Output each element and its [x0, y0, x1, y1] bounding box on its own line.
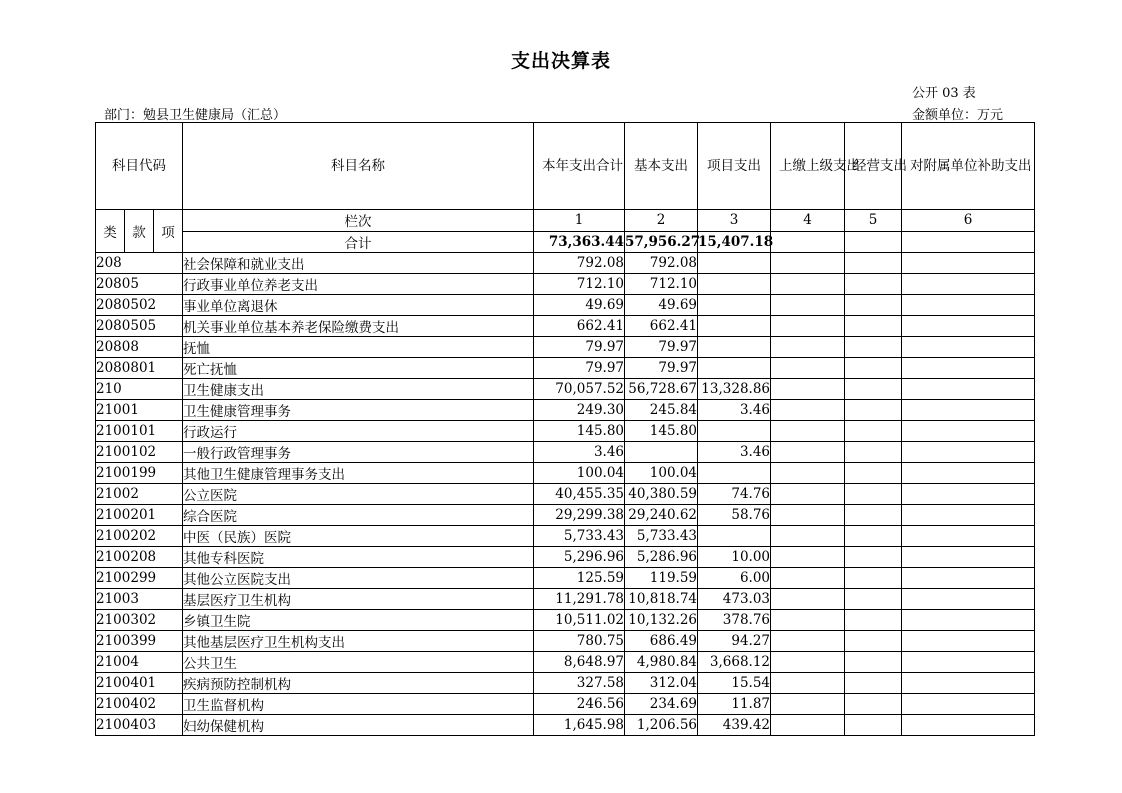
row-business — [845, 673, 902, 694]
expenditure-table — [95, 122, 1035, 736]
row-subsidy — [902, 484, 1035, 505]
row-name: 卫生健康管理事务 — [183, 400, 534, 421]
row-total: 8,648.97 — [534, 652, 625, 673]
row-business — [845, 316, 902, 337]
row-basic: 56,728.67 — [625, 379, 698, 400]
row-subsidy — [902, 589, 1035, 610]
row-name: 其他公立医院支出 — [183, 568, 534, 589]
row-subsidy — [902, 316, 1035, 337]
row-business — [845, 589, 902, 610]
row-subsidy — [902, 295, 1035, 316]
department-label: 部门：勉县卫生健康局（汇总） — [104, 108, 287, 123]
row-subsidy — [902, 631, 1035, 652]
row-business — [845, 463, 902, 484]
table-row — [96, 253, 1035, 274]
totals-project: 15,407.18 — [698, 231, 771, 253]
row-project: 439.42 — [698, 715, 771, 736]
table-row — [96, 526, 1035, 547]
row-business — [845, 610, 902, 631]
row-upper — [771, 694, 845, 715]
row-name: 社会保障和就业支出 — [183, 253, 534, 274]
row-business — [845, 421, 902, 442]
row-basic — [625, 442, 698, 463]
row-total: 780.75 — [534, 631, 625, 652]
row-upper — [771, 673, 845, 694]
row-code: 2100402 — [96, 694, 183, 715]
row-business — [845, 715, 902, 736]
header-name: 科目名称 — [183, 123, 534, 210]
row-subsidy — [902, 463, 1035, 484]
row-upper — [771, 484, 845, 505]
row-business — [845, 442, 902, 463]
row-total: 79.97 — [534, 358, 625, 379]
row-name: 其他卫生健康管理事务支出 — [183, 463, 534, 484]
row-project: 15.54 — [698, 673, 771, 694]
row-project — [698, 526, 771, 547]
row-project: 13,328.86 — [698, 379, 771, 400]
row-total: 3.46 — [534, 442, 625, 463]
row-upper — [771, 547, 845, 568]
row-project — [698, 295, 771, 316]
col-index-2: 2 — [625, 210, 698, 232]
table-row — [96, 505, 1035, 526]
row-basic: 1,206.56 — [625, 715, 698, 736]
totals-total: 73,363.44 — [534, 231, 625, 253]
row-code: 2100299 — [96, 568, 183, 589]
row-subsidy — [902, 274, 1035, 295]
row-code: 21001 — [96, 400, 183, 421]
header-kuan: 款 — [125, 210, 154, 253]
row-code: 2100208 — [96, 547, 183, 568]
table-row — [96, 652, 1035, 673]
row-name: 公共卫生 — [183, 652, 534, 673]
row-subsidy — [902, 547, 1035, 568]
row-name: 综合医院 — [183, 505, 534, 526]
row-subsidy — [902, 694, 1035, 715]
row-business — [845, 526, 902, 547]
row-upper — [771, 589, 845, 610]
row-business — [845, 379, 902, 400]
row-business — [845, 652, 902, 673]
col-index-1: 1 — [534, 210, 625, 232]
row-code: 2080502 — [96, 295, 183, 316]
row-code: 21004 — [96, 652, 183, 673]
row-code: 20808 — [96, 337, 183, 358]
row-business — [845, 568, 902, 589]
row-code: 2100399 — [96, 631, 183, 652]
row-upper — [771, 295, 845, 316]
row-subsidy — [902, 400, 1035, 421]
table-row — [96, 610, 1035, 631]
row-name: 卫生监督机构 — [183, 694, 534, 715]
header-lanci: 栏次 — [183, 210, 534, 232]
row-total: 11,291.78 — [534, 589, 625, 610]
row-name: 妇幼保健机构 — [183, 715, 534, 736]
row-upper — [771, 568, 845, 589]
row-code: 2100101 — [96, 421, 183, 442]
table-row — [96, 316, 1035, 337]
row-basic: 662.41 — [625, 316, 698, 337]
row-basic: 5,286.96 — [625, 547, 698, 568]
row-code: 2100201 — [96, 505, 183, 526]
row-upper — [771, 526, 845, 547]
totals-business — [845, 231, 902, 253]
row-name: 事业单位离退休 — [183, 295, 534, 316]
row-upper — [771, 610, 845, 631]
row-basic: 312.04 — [625, 673, 698, 694]
table-row — [96, 295, 1035, 316]
row-upper — [771, 253, 845, 274]
form-number: 公开 03 表 — [912, 86, 976, 101]
table-row — [96, 379, 1035, 400]
col-index-3: 3 — [698, 210, 771, 232]
row-name: 一般行政管理事务 — [183, 442, 534, 463]
row-code: 2100102 — [96, 442, 183, 463]
row-code: 208 — [96, 253, 183, 274]
table-row — [96, 337, 1035, 358]
row-project: 58.76 — [698, 505, 771, 526]
table-row — [96, 568, 1035, 589]
row-project — [698, 358, 771, 379]
row-code: 2100401 — [96, 673, 183, 694]
row-total: 5,733.43 — [534, 526, 625, 547]
row-basic: 49.69 — [625, 295, 698, 316]
row-basic: 712.10 — [625, 274, 698, 295]
table-row — [96, 463, 1035, 484]
row-subsidy — [902, 652, 1035, 673]
header-code: 科目代码 — [96, 123, 183, 210]
row-subsidy — [902, 358, 1035, 379]
row-total: 79.97 — [534, 337, 625, 358]
row-subsidy — [902, 526, 1035, 547]
row-basic: 5,733.43 — [625, 526, 698, 547]
row-project: 74.76 — [698, 484, 771, 505]
row-upper — [771, 652, 845, 673]
row-total: 249.30 — [534, 400, 625, 421]
row-upper — [771, 421, 845, 442]
row-name: 基层医疗卫生机构 — [183, 589, 534, 610]
row-name: 抚恤 — [183, 337, 534, 358]
row-code: 2100202 — [96, 526, 183, 547]
row-project: 94.27 — [698, 631, 771, 652]
row-upper — [771, 400, 845, 421]
row-total: 100.04 — [534, 463, 625, 484]
row-project — [698, 421, 771, 442]
col-index-4: 4 — [771, 210, 845, 232]
row-project: 11.87 — [698, 694, 771, 715]
row-upper — [771, 631, 845, 652]
table-row — [96, 547, 1035, 568]
row-code: 2080801 — [96, 358, 183, 379]
row-project: 3,668.12 — [698, 652, 771, 673]
row-subsidy — [902, 673, 1035, 694]
table-row — [96, 673, 1035, 694]
row-total: 29,299.38 — [534, 505, 625, 526]
table-row — [96, 274, 1035, 295]
row-business — [845, 631, 902, 652]
row-business — [845, 484, 902, 505]
row-upper — [771, 274, 845, 295]
column-index-row — [96, 210, 1035, 232]
row-business — [845, 274, 902, 295]
row-project — [698, 274, 771, 295]
row-basic: 29,240.62 — [625, 505, 698, 526]
row-basic: 145.80 — [625, 421, 698, 442]
row-upper — [771, 505, 845, 526]
row-name: 其他专科医院 — [183, 547, 534, 568]
row-project: 3.46 — [698, 442, 771, 463]
row-upper — [771, 379, 845, 400]
row-business — [845, 295, 902, 316]
header-xiang: 项 — [154, 210, 183, 253]
row-business — [845, 505, 902, 526]
row-business — [845, 547, 902, 568]
row-total: 10,511.02 — [534, 610, 625, 631]
row-upper — [771, 337, 845, 358]
row-total: 5,296.96 — [534, 547, 625, 568]
row-subsidy — [902, 715, 1035, 736]
row-code: 2100403 — [96, 715, 183, 736]
row-subsidy — [902, 379, 1035, 400]
table-row — [96, 442, 1035, 463]
table-row — [96, 358, 1035, 379]
totals-label: 合计 — [183, 231, 534, 253]
row-name: 公立医院 — [183, 484, 534, 505]
table-row — [96, 589, 1035, 610]
row-project: 6.00 — [698, 568, 771, 589]
totals-upper — [771, 231, 845, 253]
row-total: 662.41 — [534, 316, 625, 337]
row-name: 行政运行 — [183, 421, 534, 442]
row-subsidy — [902, 442, 1035, 463]
row-total: 792.08 — [534, 253, 625, 274]
header-lei: 类 — [96, 210, 125, 253]
row-total: 145.80 — [534, 421, 625, 442]
row-total: 70,057.52 — [534, 379, 625, 400]
row-total: 40,455.35 — [534, 484, 625, 505]
row-upper — [771, 715, 845, 736]
row-upper — [771, 442, 845, 463]
col-index-6: 6 — [902, 210, 1035, 232]
row-business — [845, 694, 902, 715]
row-business — [845, 358, 902, 379]
row-total: 327.58 — [534, 673, 625, 694]
row-business — [845, 400, 902, 421]
table-row — [96, 715, 1035, 736]
row-subsidy — [902, 610, 1035, 631]
header-basic: 基本支出 — [625, 123, 698, 210]
row-basic: 686.49 — [625, 631, 698, 652]
row-subsidy — [902, 253, 1035, 274]
row-project: 10.00 — [698, 547, 771, 568]
totals-basic: 57,956.27 — [625, 231, 698, 253]
row-basic: 100.04 — [625, 463, 698, 484]
row-project — [698, 253, 771, 274]
row-name: 其他基层医疗卫生机构支出 — [183, 631, 534, 652]
row-project: 3.46 — [698, 400, 771, 421]
totals-subsidy — [902, 231, 1035, 253]
header-row — [96, 123, 1035, 210]
row-subsidy — [902, 337, 1035, 358]
row-subsidy — [902, 505, 1035, 526]
header-total: 本年支出合计 — [534, 123, 625, 210]
row-basic: 245.84 — [625, 400, 698, 421]
table-row — [96, 421, 1035, 442]
row-basic: 40,380.59 — [625, 484, 698, 505]
row-code: 21002 — [96, 484, 183, 505]
row-name: 卫生健康支出 — [183, 379, 534, 400]
row-total: 246.56 — [534, 694, 625, 715]
header-business: 经营支出 — [845, 123, 902, 210]
row-project: 378.76 — [698, 610, 771, 631]
row-code: 2080505 — [96, 316, 183, 337]
row-code: 210 — [96, 379, 183, 400]
unit-label: 金额单位：万元 — [912, 108, 1004, 123]
row-name: 疾病预防控制机构 — [183, 673, 534, 694]
row-name: 死亡抚恤 — [183, 358, 534, 379]
page-title: 支出决算表 — [510, 50, 611, 72]
row-total: 49.69 — [534, 295, 625, 316]
row-code: 20805 — [96, 274, 183, 295]
row-basic: 79.97 — [625, 337, 698, 358]
row-code: 21003 — [96, 589, 183, 610]
row-basic: 4,980.84 — [625, 652, 698, 673]
row-upper — [771, 463, 845, 484]
row-total: 712.10 — [534, 274, 625, 295]
row-project — [698, 316, 771, 337]
row-basic: 119.59 — [625, 568, 698, 589]
row-name: 行政事业单位养老支出 — [183, 274, 534, 295]
header-project: 项目支出 — [698, 123, 771, 210]
row-name: 机关事业单位基本养老保险缴费支出 — [183, 316, 534, 337]
row-basic: 10,132.26 — [625, 610, 698, 631]
row-project — [698, 463, 771, 484]
row-name: 乡镇卫生院 — [183, 610, 534, 631]
row-upper — [771, 358, 845, 379]
row-subsidy — [902, 421, 1035, 442]
row-business — [845, 337, 902, 358]
row-project: 473.03 — [698, 589, 771, 610]
row-basic: 792.08 — [625, 253, 698, 274]
row-subsidy — [902, 568, 1035, 589]
row-basic: 10,818.74 — [625, 589, 698, 610]
row-total: 1,645.98 — [534, 715, 625, 736]
totals-row — [96, 231, 1035, 253]
row-code: 2100302 — [96, 610, 183, 631]
table-row — [96, 694, 1035, 715]
row-code: 2100199 — [96, 463, 183, 484]
row-total: 125.59 — [534, 568, 625, 589]
col-index-5: 5 — [845, 210, 902, 232]
row-basic: 234.69 — [625, 694, 698, 715]
table-row — [96, 631, 1035, 652]
row-project — [698, 337, 771, 358]
header-subsidy: 对附属单位补助支出 — [902, 123, 1035, 210]
table-row — [96, 400, 1035, 421]
row-name: 中医（民族）医院 — [183, 526, 534, 547]
table-row — [96, 484, 1035, 505]
row-upper — [771, 316, 845, 337]
row-basic: 79.97 — [625, 358, 698, 379]
row-business — [845, 253, 902, 274]
header-upper: 上缴上级支出 — [771, 123, 845, 210]
